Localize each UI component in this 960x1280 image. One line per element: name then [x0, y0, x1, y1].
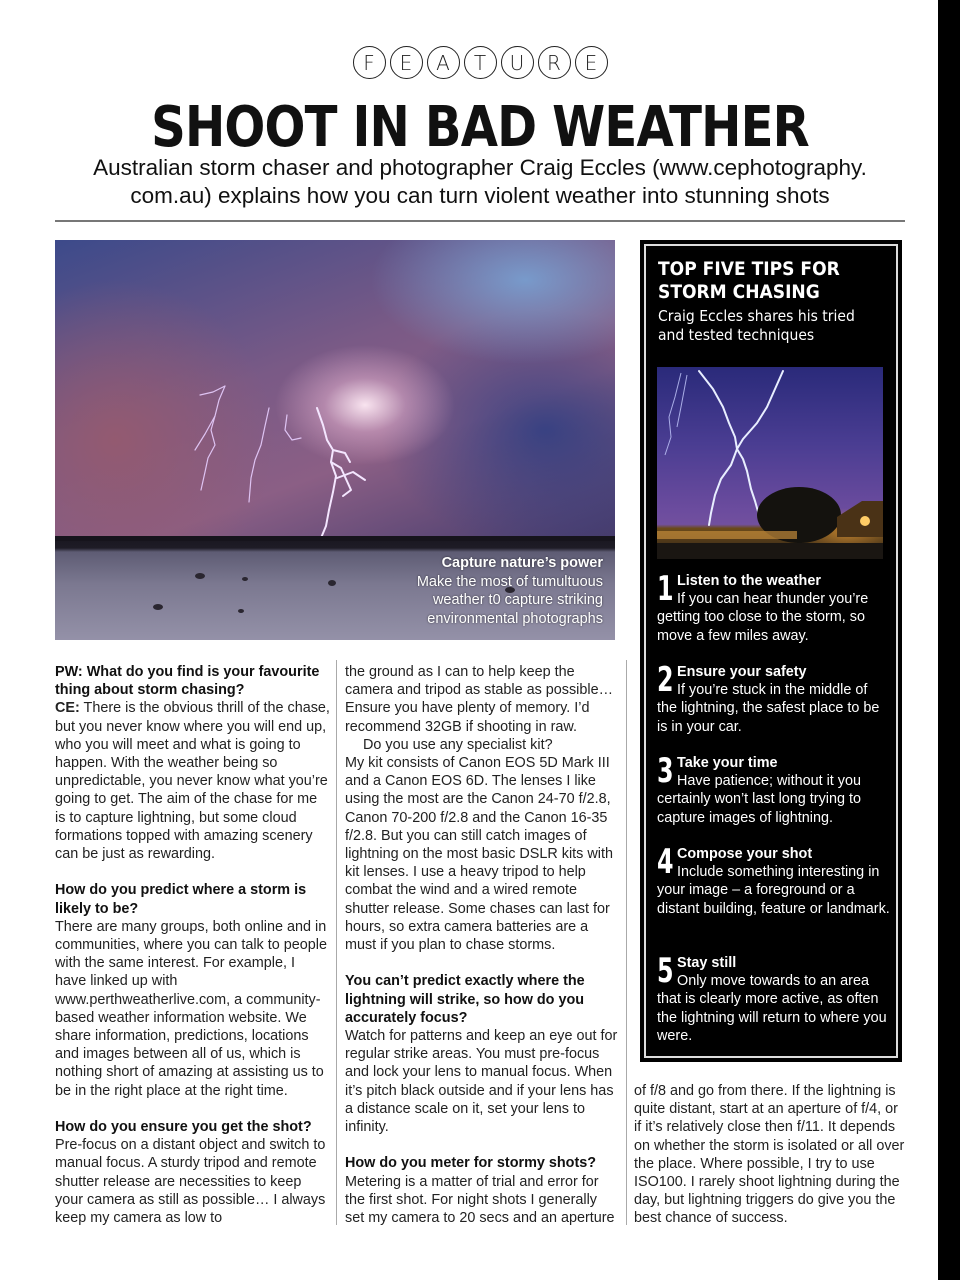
- interview-answer: of f/8 and go from there. If the lightning is quite distant, start at an aperture of f/4, or if it’s relatively close then f/11. It depends on whether the storm is isolated or all over the place. Where possible, I try to use ISO100. I rarely shoot lightning during the day, but lightning triggers do give you the best chance of success.: [634, 1083, 905, 1227]
- feature-letter-circle: F: [353, 46, 386, 79]
- tip-text: Have patience; without it you certainly won’t last long trying to capture images of lightning.: [657, 773, 861, 826]
- tip-item: [657, 951, 891, 1045]
- photo-caption: [417, 554, 603, 628]
- interview-answer: Pre-focus on a distant object and switch to manual focus. A sturdy tripod and remote shutter release are necessities to keep your camera as still as possible… I always keep my camera as low to: [55, 1137, 326, 1227]
- qa-block: [634, 1082, 909, 1228]
- tip-number: 1: [657, 569, 674, 609]
- interview-question: How do you predict where a storm is likely to be?: [55, 882, 307, 917]
- caption-text: environmental photographs: [427, 610, 603, 627]
- page-edge-bleed: [938, 0, 960, 1280]
- tip-title: Take your time: [677, 755, 778, 771]
- tips-box-subtitle: [658, 307, 874, 345]
- tip-number: 4: [657, 842, 674, 882]
- top-five-tips-box: [640, 240, 902, 1062]
- qa-block: [345, 972, 620, 1136]
- feature-letter-circle: E: [390, 46, 423, 79]
- tip-item: [657, 751, 891, 827]
- tip-item: [657, 569, 891, 645]
- qa-block: [345, 663, 620, 954]
- tip-text: If you can hear thunder you’re getting too close to the storm, so move a few miles away.: [657, 591, 869, 644]
- tip-number: 5: [657, 951, 674, 991]
- qa-block: [55, 663, 330, 863]
- feature-letter-circle: A: [427, 46, 460, 79]
- article-column-1: [55, 663, 330, 1245]
- interview-question: How do you meter for stormy shots?: [345, 1155, 597, 1172]
- tips-box-title: [658, 258, 865, 304]
- qa-block: [55, 881, 330, 1099]
- standfirst: [40, 154, 920, 210]
- feature-section-label: [0, 46, 960, 79]
- tips-subtitle-line: and tested techniques: [658, 326, 815, 344]
- column-divider: [336, 660, 337, 1225]
- marina-lightning-photo: [657, 367, 883, 559]
- tip-number: 3: [657, 751, 674, 791]
- answer-lead: CE:: [55, 700, 80, 717]
- interview-answer: Metering is a matter of trial and error for the first shot. For night shots I generally set my camera to 20 secs and an aperture: [345, 1173, 615, 1227]
- caption-text: weather t0 capture striking: [432, 592, 603, 608]
- interview-answer: There are many groups, both online and in communities, where you can talk to people with the same interest. For example, I have linked up with www.perthweatherlive.com, a community-based weather information website. We share information, predictions, locations and images between all of us, which is nothing short of amazing at assisting us to be in the right place at the right time.: [55, 918, 327, 1099]
- column-divider: [626, 660, 627, 1225]
- article-column-2: [345, 663, 620, 1245]
- feature-letter-circle: U: [501, 46, 534, 79]
- qa-block: [55, 1118, 330, 1227]
- main-storm-photo: [55, 240, 615, 640]
- feature-letter-circle: R: [538, 46, 571, 79]
- forked-lightning-graphic: [657, 367, 883, 559]
- caption-text: Make the most of tumultuous: [416, 573, 603, 590]
- tip-item: [657, 660, 891, 736]
- interview-question: You can’t predict exactly where the lightning will strike, so how do you accurately focus?: [345, 973, 585, 1026]
- tip-title: Ensure your safety: [677, 664, 807, 680]
- standfirst-line: Australian storm chaser and photographer Craig Eccles (www.cephotography.: [93, 155, 867, 180]
- tip-number: 2: [657, 660, 674, 700]
- interview-answer: Watch for patterns and keep an eye out for regular strike areas. You must pre-focus and lock your lens to manual focus. When it’s pitch black outside and if your lens has a distance scale on it, set your lens to infinity.: [345, 1028, 618, 1136]
- tip-text: If you’re stuck in the middle of the lightning, the safest place to be is in your car.: [657, 682, 880, 735]
- header-divider: [55, 220, 905, 222]
- tip-title: Stay still: [677, 955, 737, 971]
- tip-item: [657, 842, 891, 918]
- tips-title-line: TOP FIVE TIPS FOR: [658, 258, 840, 280]
- interview-question-inline: Do you use any specialist kit?: [363, 736, 553, 753]
- feature-letter-circle: E: [575, 46, 608, 79]
- tip-text: Include something interesting in your image – a foreground or a distant building, feature or landmark.: [657, 864, 890, 917]
- qa-block: [345, 1154, 620, 1227]
- feature-letter-circle: T: [464, 46, 497, 79]
- interview-answer: My kit consists of Canon EOS 5D Mark III and a Canon EOS 6D. The lenses I like using the most are the Canon 24-70 f/2.8, Canon 70-200 f/2.8 and the Canon 16-35 f/2.8. But you can still catch images of lightning on the most basic DSLR kits with kit lenses. I use a heavy tripod to help combat the wind and a wired remote shutter release. Some chases can last for hours, so extra camera batteries are a must if you plan to chase storms.: [345, 755, 613, 954]
- interview-answer: There is the obvious thrill of the chase, but you never know where you will end up, who you will meet and what is going to happen. With the weather being so unpredictable, you never know what you’re going to get. The aim of the chase for me is to capture lightning, but some cloud formations topped with amazing scenery can be just as rewarding.: [55, 700, 330, 863]
- tips-title-line: STORM CHASING: [658, 281, 820, 303]
- interview-answer: the ground as I can to help keep the camera and tripod as stable as possible… Ensure you have plenty of memory. I’d recommend 32GB if shooting in raw.: [345, 664, 613, 735]
- tips-subtitle-line: Craig Eccles shares his tried: [658, 307, 855, 325]
- article-column-3: [634, 1082, 909, 1246]
- standfirst-line: com.au) explains how you can turn violent weather into stunning shots: [130, 183, 830, 208]
- caption-title: Capture nature’s power: [441, 555, 603, 571]
- page-headline: SHOOT IN BAD WEATHER: [151, 95, 809, 160]
- tip-title: Listen to the weather: [677, 573, 821, 589]
- interview-question: How do you ensure you get the shot?: [55, 1119, 312, 1136]
- interview-question: PW: What do you find is your favourite thing about storm chasing?: [55, 664, 320, 699]
- tip-title: Compose your shot: [677, 846, 813, 862]
- tip-text: Only move towards to an area that is clearly more active, as often the lightning will return to where you were.: [657, 973, 887, 1044]
